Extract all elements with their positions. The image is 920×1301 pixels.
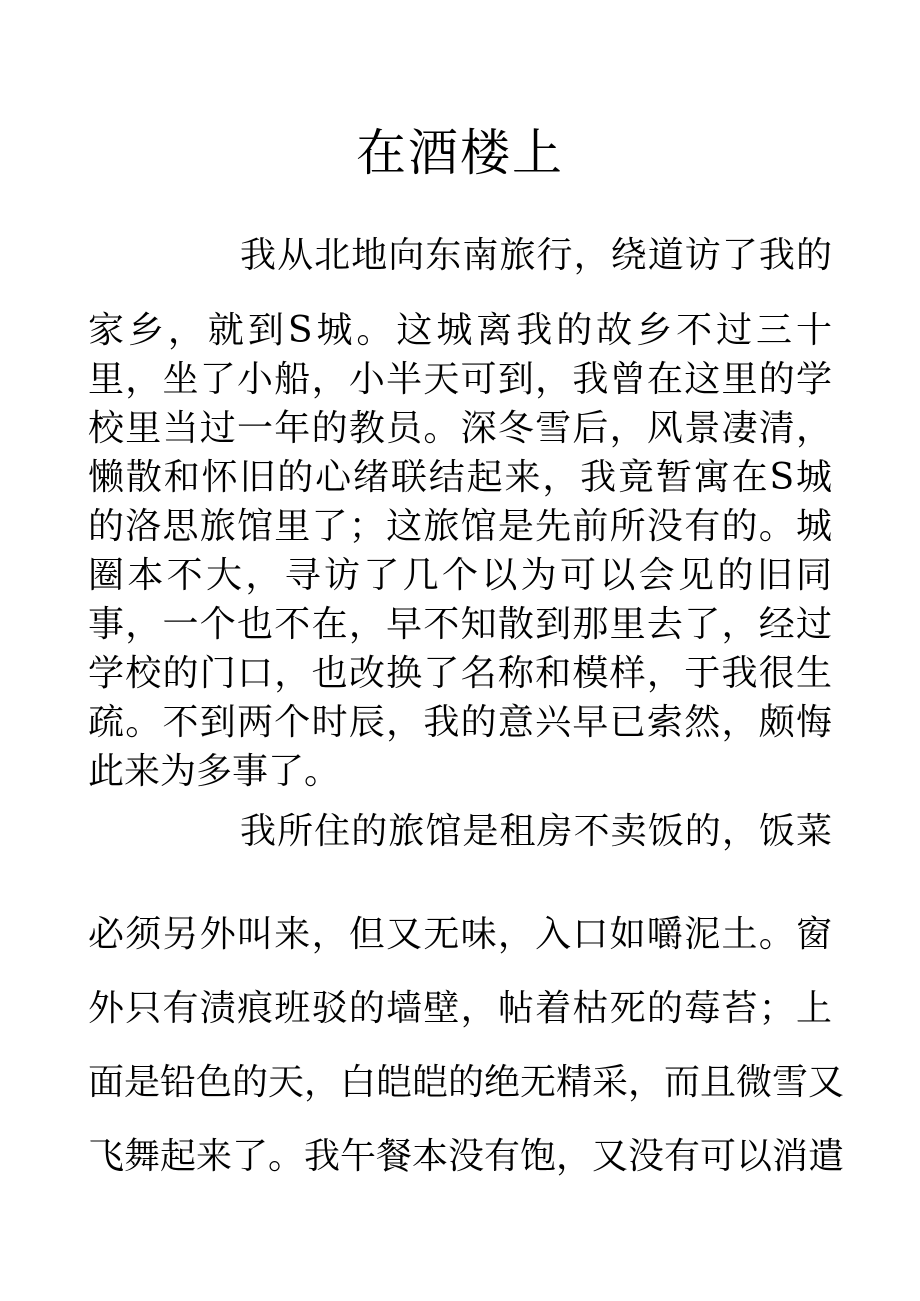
paragraph-line: 里，坐了小船，小半天可到，我曾在这里的学 — [88, 359, 832, 400]
paragraph-line: 学校的门口，也改换了名称和模样，于我很生 — [88, 653, 832, 694]
paragraph-line: 疏。不到两个时辰，我的意兴早已索然，颇悔 — [88, 702, 832, 743]
paragraph-line: 懒散和怀旧的心绪联结起来，我竟暂寓在S城 — [88, 457, 832, 498]
paragraph-line: 我从北地向东南旅行，绕道访了我的 — [240, 235, 832, 276]
paragraph-line: 面是铅色的天，白皑皑的绝无精采，而且微雪又 — [88, 1062, 845, 1103]
paragraph-line: 外只有渍痕班驳的墙壁，帖着枯死的莓苔；上 — [88, 988, 832, 1029]
document-title: 在酒楼上 — [356, 124, 564, 182]
paragraph-line: 家乡，就到S城。这城离我的故乡不过三十 — [88, 310, 832, 351]
paragraph-line: 必须另外叫来，但又无味，入口如嚼泥土。窗 — [88, 914, 832, 955]
paragraph-line: 此来为多事了。 — [88, 751, 341, 792]
paragraph-line: 校里当过一年的教员。深冬雪后，风景凄清， — [88, 408, 832, 449]
paragraph-line: 飞舞起来了。我午餐本没有饱，又没有可以消遣 — [88, 1136, 845, 1177]
paragraph-line: 事，一个也不在，早不知散到那里去了，经过 — [88, 604, 832, 645]
paragraph-line: 的洛思旅馆里了；这旅馆是先前所没有的。城 — [88, 506, 832, 547]
paragraph-line: 圈本不大，寻访了几个以为可以会见的旧同 — [88, 555, 832, 596]
paragraph-line: 我所住的旅馆是租房不卖饭的，饭菜 — [240, 811, 832, 852]
